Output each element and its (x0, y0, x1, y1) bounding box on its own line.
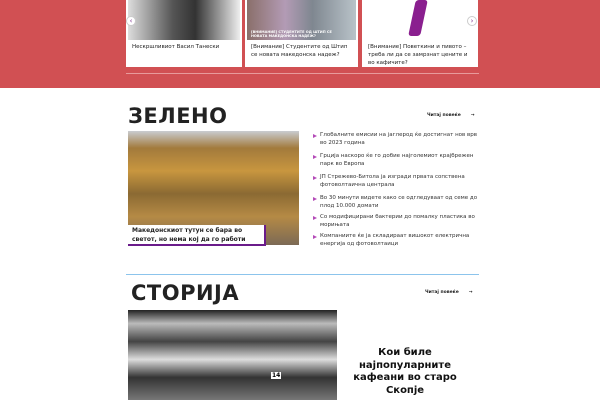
section-title-zeleno: ЗЕЛЕНО (128, 104, 228, 128)
bullet-icon (313, 235, 317, 239)
image-overlay-text: [ВНИМАНИЕ] СТУДЕНТИТЕ ОД ШТИП СЕ НОВАТА МАКЕДОНСКА НАДЕЖ? (251, 30, 332, 38)
card-image (128, 0, 240, 40)
carousel-section (0, 0, 600, 88)
carousel-card[interactable] (245, 0, 358, 67)
featured-title[interactable]: Кои биле најпопуларните кафеани во старо Скопје (353, 347, 457, 396)
item-text: Со модифицирани бактерии до помалку пластика во морињата (320, 214, 475, 228)
carousel-next-button[interactable]: › (467, 16, 477, 26)
read-more-label: Читај повеќе (427, 113, 461, 118)
list-item[interactable] (313, 194, 483, 210)
bullet-icon (313, 197, 317, 201)
card-image (247, 0, 356, 40)
card-title: Нескршливиот Васил Танески (132, 44, 220, 50)
item-text: Компаниите ќе ја складираат вишокот електрична енергија од фотоволтаици (320, 233, 470, 247)
carousel-card[interactable] (362, 0, 478, 67)
card-image (364, 0, 476, 40)
card-title: [Внимание] Студентите од Штип се новата македонска надеж? (251, 44, 348, 58)
bullet-icon (313, 216, 317, 220)
arrow-right-icon: → (470, 113, 475, 118)
featured-title[interactable]: Македонскиот тутун се бара во светот, но нема кој да го работи (128, 225, 266, 246)
list-item[interactable] (313, 152, 483, 168)
list-item[interactable] (313, 232, 483, 248)
item-text: Глобалните емисии на јаглерод ќе достигнат нов врв во 2023 година (320, 132, 478, 146)
bullet-icon (313, 176, 317, 180)
item-text: ЈП Стрежево-Битола ја изгради првата сопствена фотоволтаична централа (320, 174, 465, 188)
read-more-link[interactable] (427, 113, 475, 118)
read-more-link[interactable] (425, 290, 473, 295)
read-more-label: Читај повеќе (425, 290, 459, 295)
list-item[interactable] (313, 131, 483, 147)
arrow-right-icon: → (468, 290, 473, 295)
carousel-card[interactable] (126, 0, 242, 67)
bullet-icon (313, 155, 317, 159)
card-title: [Внимание] Поветкини и пивото – треба ли да се замрзнат цените и во кафичите? (368, 44, 468, 66)
carousel-prev-button[interactable]: ‹ (126, 16, 136, 26)
divider (126, 274, 479, 275)
featured-image[interactable] (128, 310, 337, 400)
item-text: Во 30 минути видете како се одгледуваат од семе до плод 10.000 домати (320, 195, 478, 209)
list-item[interactable] (313, 213, 483, 229)
section-title-storija: СТОРИЈА (131, 281, 240, 305)
item-text: Грција наскоро ќе го добие најголемиот крајбрежен парк во Европа (320, 153, 474, 167)
divider (126, 73, 479, 74)
list-item[interactable] (313, 173, 483, 189)
bullet-icon (313, 134, 317, 138)
image-sign-text: 14 (272, 372, 281, 379)
